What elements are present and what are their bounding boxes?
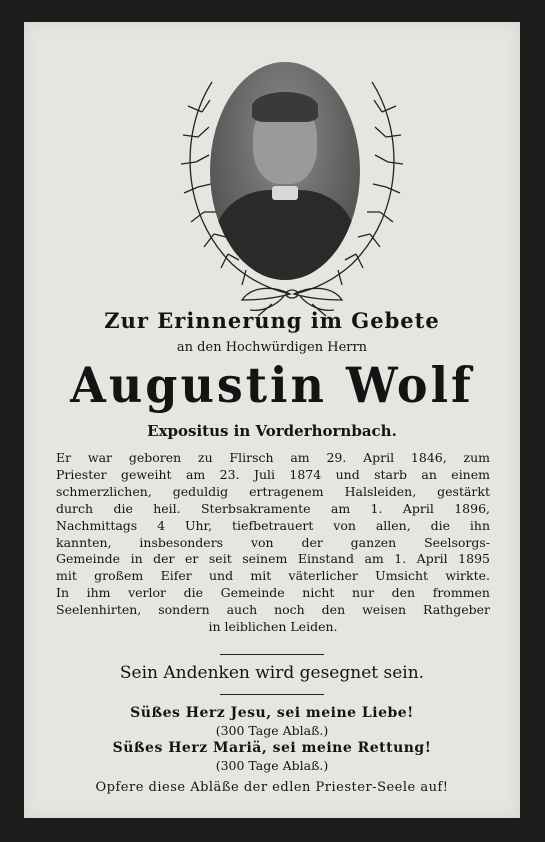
biography-line: Er war geboren zu Flirsch am 29. April 1846, zum: [56, 450, 490, 465]
card-heading: Zur Erinnerung im Gebete: [104, 308, 440, 333]
memory-line: Sein Andenken wird gesegnet sein.: [119, 663, 425, 683]
biography-line: schmerzlichen, geduldig ertragenem Halsleiden, gestärkt: [56, 483, 490, 499]
portrait-frame: [172, 42, 412, 322]
biography-line: Priester geweiht am 23. Juli 1874 und starb an einem: [56, 466, 490, 482]
divider: [220, 654, 324, 655]
memorial-card: [24, 22, 520, 818]
indulgence-note: (300 Tage Ablaß.): [215, 723, 329, 738]
office-title: Expositus in Vorderhornbach.: [147, 422, 397, 440]
closing-line: Opfere diese Abläße der edlen Priester-Seele auf!: [95, 780, 449, 795]
biography-line: Gemeinde in der er seit seinem Einstand am 1. April 1895: [56, 551, 490, 567]
biography-line: in leiblichen Leiden.: [208, 619, 338, 635]
dedication-line: an den Hochwürdigen Herrn: [176, 340, 368, 355]
biography-line: mit großem Eifer und mit väterlicher Umsicht wirkte.: [56, 568, 490, 584]
biography-line: In ihm verlor die Gemeinde nicht nur den frommen: [56, 585, 490, 601]
prayer-sacred-heart-jesus: Süßes Herz Jesu, sei meine Liebe!: [130, 705, 414, 721]
indulgence-note: (300 Tage Ablaß.): [215, 758, 329, 773]
divider: [220, 694, 324, 695]
biography-line: durch die heil. Sterbsakramente am 1. April 1896,: [56, 500, 490, 516]
biography-line: Nachmittags 4 Uhr, tiefbetrauert von allen, die ihn: [56, 517, 490, 533]
biography-line: Seelenhirten, sondern auch noch den weisen Rathgeber: [56, 602, 490, 618]
prayer-sacred-heart-mary: Süßes Herz Mariä, sei meine Rettung!: [112, 740, 432, 756]
deceased-name: Augustin Wolf: [70, 356, 474, 414]
biography-line: kannten, insbesonders von der ganzen Seelsorgs-: [56, 534, 490, 550]
priest-portrait: [210, 62, 360, 280]
biography: [56, 450, 490, 636]
